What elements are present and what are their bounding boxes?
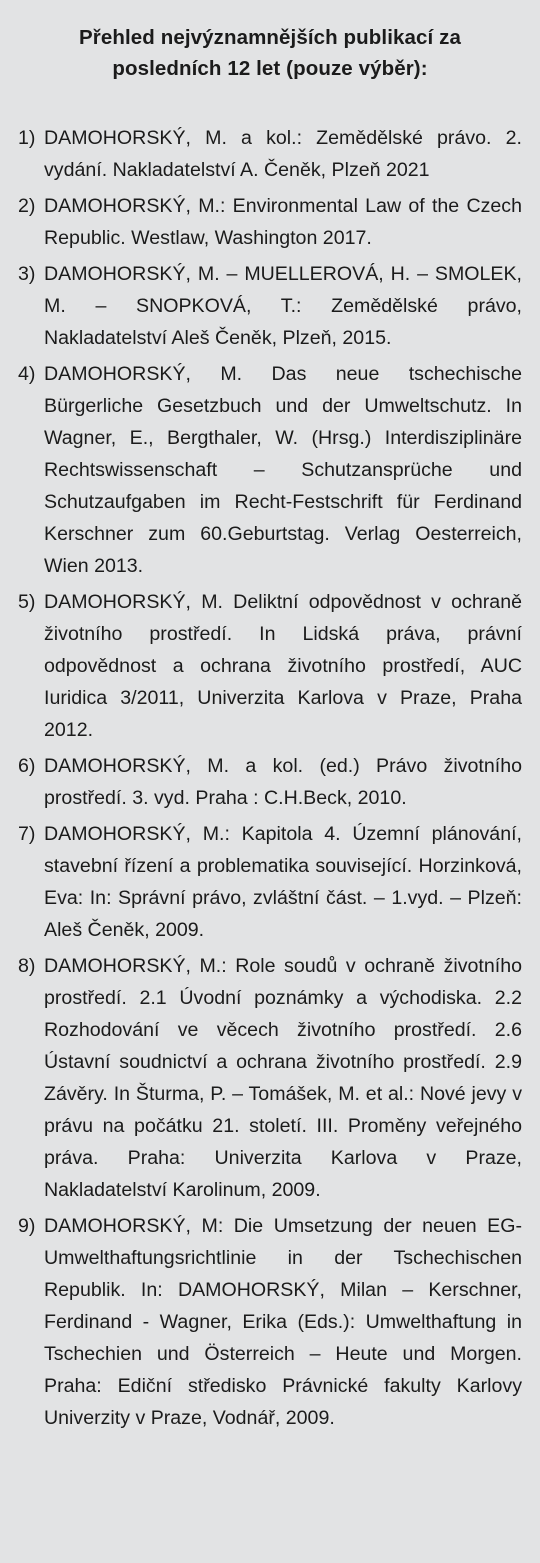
publication-text: DAMOHORSKÝ, M. a kol.: Zemědělské právo. 2. vydání. Nakladatelství A. Čeněk, Plzeň 2021 [44, 127, 522, 181]
publication-item [18, 358, 522, 582]
publication-number: 3) [18, 263, 36, 285]
publication-text: DAMOHORSKÝ, M.: Environmental Law of the Czech Republic. Westlaw, Washington 2017. [44, 195, 522, 249]
publication-item [18, 190, 522, 254]
publication-item [18, 122, 522, 186]
publication-number: 5) [18, 591, 36, 613]
publication-item [18, 1210, 522, 1434]
publication-number: 1) [18, 127, 36, 149]
publication-number: 2) [18, 195, 36, 217]
publication-item [18, 818, 522, 946]
publication-item [18, 586, 522, 746]
publication-text: DAMOHORSKÝ, M. a kol. (ed.) Právo životního prostředí. 3. vyd. Praha : C.H.Beck, 2010. [44, 755, 522, 809]
publication-item [18, 750, 522, 814]
publication-text: DAMOHORSKÝ, M. – MUELLEROVÁ, H. – SMOLEK, M. – SNOPKOVÁ, T.: Zemědělské právo, Nakladatelství Aleš Čeněk, Plzeň, 2015. [44, 263, 522, 349]
publication-text: DAMOHORSKÝ, M.: Kapitola 4. Územní plánování, stavební řízení a problematika související. Horzinková, Eva: In: Správní právo, zvláštní část. – 1.vyd. – Plzeň: Aleš Čeněk, 2009. [44, 823, 522, 941]
publication-number: 8) [18, 955, 36, 977]
publication-number: 7) [18, 823, 36, 845]
publication-text: DAMOHORSKÝ, M.: Role soudů v ochraně životního prostředí. 2.1 Úvodní poznámky a východiska. 2.2 Rozhodování ve věcech životního prostředí. 2.6 Ústavní soudnictví a ochrana životního prostředí. 2.9 Závěry. In Šturma, P. – Tomášek, M. et al.: Nové jevy v právu na počátku 21. století. III. Proměny veřejného práva. Praha: Univerzita Karlova v Praze, Nakladatelství Karolinum, 2009. [44, 955, 522, 1201]
publication-text: DAMOHORSKÝ, M. Das neue tschechische Bürgerliche Gesetzbuch und der Umweltschutz. In Wagner, E., Bergthaler, W. (Hrsg.) Interdisziplinäre Rechtswissenschaft – Schutzansprüche und Schutzaufgaben im Recht-Festschrift für Ferdinand Kerschner zum 60.Geburtstag. Verlag Oesterreich, Wien 2013. [44, 363, 522, 577]
publication-number: 6) [18, 755, 36, 777]
publication-item [18, 950, 522, 1206]
document-title: Přehled nejvýznamnějších publikací za posledních 12 let (pouze výběr): [79, 26, 461, 80]
publication-item [18, 258, 522, 354]
publication-number: 4) [18, 363, 36, 385]
publication-text: DAMOHORSKÝ, M: Die Umsetzung der neuen EG-Umwelthaftungsrichtlinie in der Tschechischen Republik. In: DAMOHORSKÝ, Milan – Kerschner, Ferdinand - Wagner, Erika (Eds.): Umwelthaftung in Tschechien und Österreich – Heute und Morgen. Praha: Ediční středisko Právnické fakulty Karlovy Univerzity v Praze, Vodnář, 2009. [44, 1215, 522, 1429]
publication-number: 9) [18, 1215, 36, 1237]
publication-list [18, 122, 522, 1434]
publication-text: DAMOHORSKÝ, M. Deliktní odpovědnost v ochraně životního prostředí. In Lidská práva, právní odpovědnost a ochrana životního prostředí, AUC Iuridica 3/2011, Univerzita Karlova v Praze, Praha 2012. [44, 591, 522, 741]
